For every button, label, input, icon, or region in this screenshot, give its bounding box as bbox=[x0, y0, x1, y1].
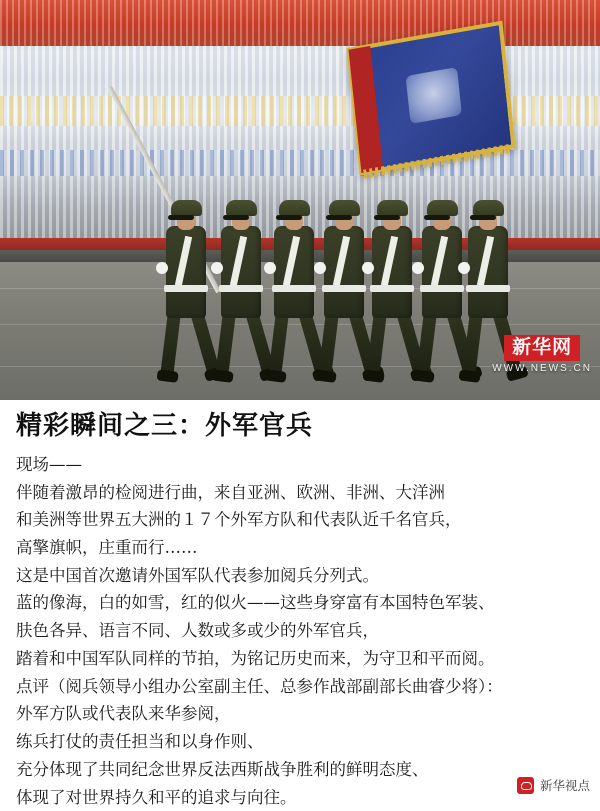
weixin-account-icon bbox=[517, 777, 534, 794]
article-paragraph: 肤色各异、语言不同、人数或多或少的外军官兵， bbox=[16, 621, 379, 641]
article-paragraph: 点评（阅兵领导小组办公室副主任、总参作战部副部长曲睿少将）： bbox=[16, 676, 503, 696]
article-paragraph: 体现了对世界持久和平的追求与向往。 bbox=[16, 787, 297, 807]
article-paragraph: 练兵打仗的责任担当和以身作则、 bbox=[16, 732, 264, 752]
soldier-glove bbox=[412, 262, 424, 274]
soldier-belt bbox=[466, 285, 510, 292]
soldier-glove bbox=[314, 262, 326, 274]
article-paragraph: 充分体现了共同纪念世界反法西斯战争胜利的鲜明态度、 bbox=[16, 759, 429, 779]
article-paragraph: 现场—— bbox=[16, 454, 82, 474]
article-paragraph: 蓝的像海，白的如雪，红的似火——这些身穿富有本国特色军装、 bbox=[16, 593, 495, 613]
article-body bbox=[0, 400, 600, 807]
soldier-cap bbox=[279, 200, 310, 216]
soldier-boot bbox=[157, 369, 179, 382]
soldier-belt bbox=[219, 285, 263, 292]
crowd-red-band bbox=[0, 0, 600, 46]
article-paragraph: 外军方队或代表队来华参阅， bbox=[16, 704, 231, 724]
soldier-boot bbox=[363, 369, 385, 382]
soldier-cap bbox=[329, 200, 360, 216]
soldier-glove bbox=[156, 262, 168, 274]
page-title: 精彩瞬间之三：外军官兵 bbox=[16, 411, 314, 441]
article-paragraph: 高擎旗帜，庄重而行…… bbox=[16, 538, 198, 558]
watermark-url: WWW.NEWS.CN bbox=[492, 363, 592, 374]
soldier-boot bbox=[459, 369, 481, 382]
soldier-belt bbox=[420, 285, 464, 292]
soldier-boot bbox=[212, 369, 234, 382]
soldier-belt bbox=[272, 285, 316, 292]
parade-photo bbox=[0, 0, 600, 400]
soldier-boot bbox=[265, 369, 287, 382]
soldier-cap bbox=[377, 200, 408, 216]
soldier-glove bbox=[458, 262, 470, 274]
soldier-boot bbox=[413, 369, 435, 382]
crowd-blue-band bbox=[0, 150, 600, 176]
article-paragraph: 和美洲等世界五大洲的１７个外军方队和代表队近千名官兵， bbox=[16, 510, 462, 530]
account-footer[interactable] bbox=[517, 776, 590, 794]
soldier-belt bbox=[322, 285, 366, 292]
soldier-cap bbox=[226, 200, 257, 216]
soldier-belt bbox=[370, 285, 414, 292]
foreign-military-colour-flag bbox=[346, 21, 515, 176]
account-name: 新华视点 bbox=[539, 778, 590, 793]
soldier-boot bbox=[315, 369, 337, 382]
article-paragraph: 这是中国首次邀请外国军队代表参加阅兵分列式。 bbox=[16, 565, 379, 585]
article-paragraph: 伴随着激昂的检阅进行曲，来自亚洲、欧洲、非洲、大洋洲 bbox=[16, 482, 445, 502]
soldier-cap bbox=[171, 200, 202, 216]
soldier-glove bbox=[264, 262, 276, 274]
article-paragraph: 踏着和中国军队同样的节拍，为铭记历史而来，为守卫和平而阅。 bbox=[16, 648, 495, 668]
soldier-glove bbox=[362, 262, 374, 274]
watermark bbox=[492, 335, 592, 374]
flag-emblem bbox=[406, 67, 462, 124]
soldier-cap bbox=[427, 200, 458, 216]
soldier-glove bbox=[211, 262, 223, 274]
watermark-brand: 新华网 bbox=[504, 335, 580, 361]
ground-line bbox=[0, 324, 600, 325]
soldier-belt bbox=[164, 285, 208, 292]
soldier-cap bbox=[473, 200, 504, 216]
